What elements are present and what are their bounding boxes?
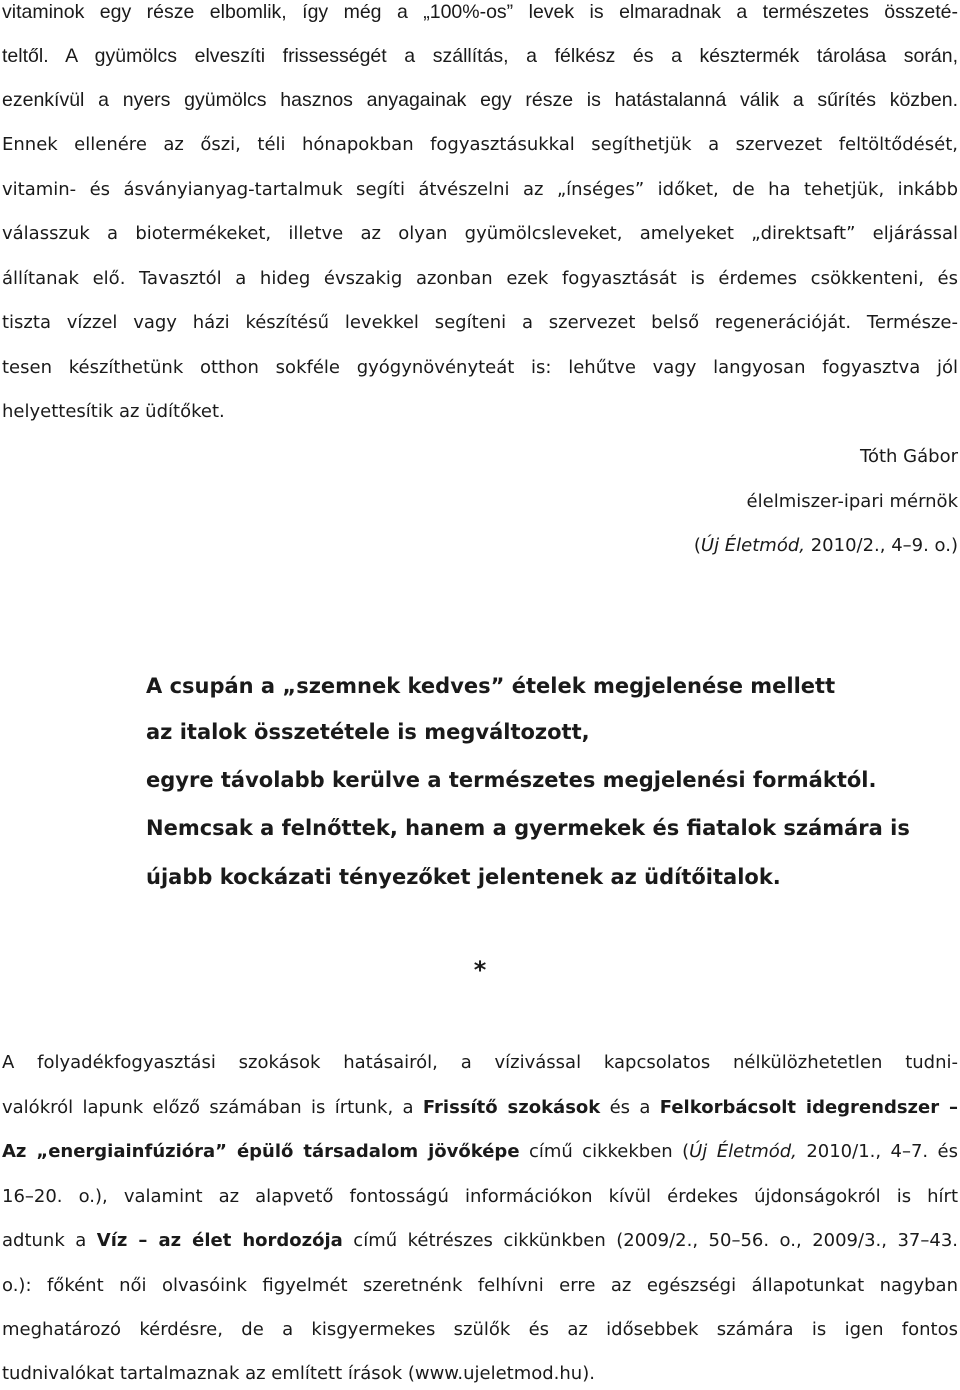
highlight-line: Nemcsak a felnőttek, hanem a gyermekek és fiatalok számára is [146,816,910,840]
article-title-ref: Az „energiainfúzióra” épülő társadalom jövőképe [2,1141,520,1162]
author-role: élelmiszer-ipari mérnök [746,491,958,512]
source-open: ( [693,535,701,556]
article-title-ref: Felkorbácsolt idegrendszer – [659,1097,958,1118]
highlight-line: egyre távolabb kerülve a természetes megjelenési formáktól. [146,768,877,792]
paragraph-line: állítanak elő. Tavasztól a hideg évszakig azonban ezek fogyasztását is érdemes csökkenteni, és [2,268,958,289]
article-title-ref: Víz – az élet hordozója [96,1230,343,1251]
paragraph-line: helyettesítik az üdítőket. [2,401,225,422]
paragraph-line: válasszuk a biotermékeket, illetve az olyan gyümölcsleveket, amelyeket „direktsaft” eljárással [2,223,958,244]
paragraph-line: tiszta vízzel vagy házi készítésű levekkel segíteni a szervezet belső regenerációját. Természe- [2,312,958,333]
paragraph-line: tesen készíthetünk otthon sokféle gyógynövényteát is: lehűtve vagy langyosan fogyasztva jól [2,357,958,378]
source-journal: Új Életmód, [700,535,805,556]
paragraph-line: A folyadékfogyasztási szokások hatásairól, a vízivással kapcsolatos nélkülözhetetlen tudni- [2,1052,958,1073]
source-issue: 2010/2., 4–9. o.) [805,535,958,556]
text-run: valókról lapunk előző számában is írtunk, a [2,1097,423,1118]
paragraph-line: teltől. A gyümölcs elveszíti frissességét a szállítás, a félkész és a késztermék tárolása során, [2,45,958,67]
text-run: adtunk a [2,1230,97,1251]
article-title-ref: Frissítő szokások [422,1097,601,1118]
highlight-line: újabb kockázati tényezőket jelentenek az üdítőitalok. [146,865,781,889]
text-run: és a [600,1097,660,1118]
paragraph-line: 16–20. o.), valamint az alapvető fontosságú információkon kívül érdekes újdonságokról is hírt [2,1186,958,1207]
paragraph-line: o.): főként női olvasóink figyelmét szeretnénk felhívni erre az egészségi állapotunkat nagyban [2,1275,958,1296]
highlight-line: A csupán a „szemnek kedves” ételek megjelenése mellett [146,674,836,698]
text-run: című cikkekben ( [519,1141,690,1162]
paragraph-line: ezenkívül a nyers gyümölcs hasznos anyagainak egy része is hatástalanná válik a sűrítés közben. [2,89,958,111]
text-run: című kétrészes cikkünkben (2009/2., 50–56. o., 2009/3., 37–43. [342,1230,958,1251]
paragraph-line [2,1138,958,1166]
paragraph-line: vitamin- és ásványianyag-tartalmuk segíti átvészelni az „ínséges” időket, de ha tehetjük, inkább [2,179,958,200]
paragraph-line [2,1227,958,1255]
author-name: Tóth Gábor [860,446,958,467]
paragraph-line: vitaminok egy része elbomlik, így még a „100%-os” levek is elmaradnak a természetes összeté- [2,1,958,23]
paragraph-line: meghatározó kérdésre, de a kisgyermekes szülők és az idősebbek számára is igen fontos [2,1319,958,1340]
paragraph-line [2,1094,958,1122]
text-run: 2010/1., 4–7. és [796,1141,958,1162]
paragraph-line: Ennek ellenére az őszi, téli hónapokban fogyasztásukkal segíthetjük a szervezet feltöltődését, [2,134,958,155]
paragraph-line: tudnivalókat tartalmaznak az említett írások (www.ujeletmod.hu). [2,1363,595,1384]
source-citation [2,532,958,560]
highlight-line: az italok összetétele is megváltozott, [146,720,590,744]
journal-name: Új Életmód, [689,1141,797,1162]
separator-asterisk: * [473,956,487,984]
